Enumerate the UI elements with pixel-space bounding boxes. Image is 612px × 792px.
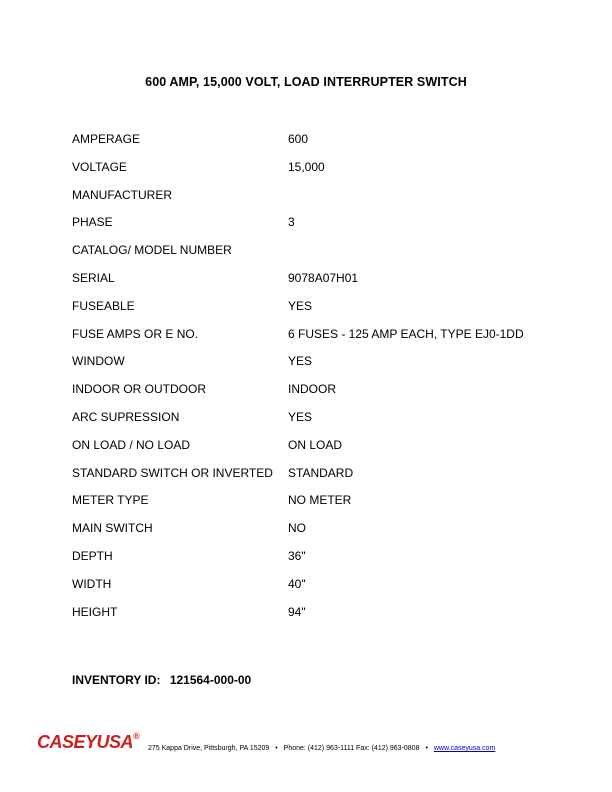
- spec-value: YES: [288, 354, 313, 369]
- separator-bullet: •: [275, 745, 278, 752]
- spec-label: METER TYPE: [72, 493, 149, 508]
- spec-value: YES: [288, 298, 313, 313]
- spec-row-catalog-model: [72, 242, 572, 270]
- spec-value: 15,000: [288, 159, 325, 174]
- spec-row-load: [72, 437, 572, 465]
- spec-label: WIDTH: [72, 576, 112, 591]
- spec-value: 6 FUSES - 125 AMP EACH, TYPE EJ0-1DD: [288, 326, 524, 341]
- spec-row-switch-type: [72, 465, 572, 493]
- inventory-id: [72, 673, 251, 687]
- spec-value: STANDARD: [288, 465, 354, 480]
- spec-value: INDOOR: [288, 382, 336, 397]
- spec-value: YES: [288, 409, 313, 424]
- spec-label: HEIGHT: [72, 604, 118, 619]
- spec-label: CATALOG/ MODEL NUMBER: [72, 243, 232, 258]
- spec-label: FUSEABLE: [72, 298, 135, 313]
- spec-label: AMPERAGE: [72, 132, 141, 146]
- spec-table: [72, 131, 572, 631]
- spec-value: 36": [288, 548, 306, 563]
- spec-label: SERIAL: [72, 270, 115, 285]
- spec-row-depth: [72, 548, 572, 576]
- spec-row-window: [72, 353, 572, 381]
- spec-value: ON LOAD: [288, 437, 343, 452]
- spec-label: MANUFACTURER: [72, 187, 173, 202]
- phone-fax-text: Phone: (412) 963-1111 Fax: (412) 963-0808: [283, 745, 420, 752]
- logo-text: CASEYUSA: [37, 732, 134, 752]
- spec-row-phase: [72, 214, 572, 242]
- registered-mark: ®: [133, 731, 140, 741]
- spec-label: MAIN SWITCH: [72, 521, 153, 536]
- spec-label: INDOOR OR OUTDOOR: [72, 382, 206, 397]
- inventory-value: 121564-000-00: [169, 673, 252, 687]
- spec-label: ARC SUPRESSION: [72, 409, 180, 424]
- spec-label: DEPTH: [72, 548, 113, 563]
- spec-label: STANDARD SWITCH OR INVERTED: [72, 465, 273, 480]
- spec-value: NO METER: [288, 493, 352, 508]
- address-text: 275 Kappa Drive, Pittsburgh, PA 15209: [148, 745, 270, 752]
- spec-value: 40": [288, 576, 306, 591]
- spec-value: 94": [288, 604, 306, 619]
- spec-row-width: [72, 576, 572, 604]
- spec-value: NO: [288, 521, 306, 536]
- spec-label: WINDOW: [72, 354, 125, 369]
- spec-row-fuseable: [72, 298, 572, 326]
- spec-row-amperage: [72, 131, 572, 159]
- spec-value: 9078A07H01: [288, 270, 359, 285]
- caseyusa-logo: [37, 732, 139, 753]
- spec-row-main-switch: [72, 520, 572, 548]
- spec-label: PHASE: [72, 215, 113, 230]
- inventory-label: INVENTORY ID:: [72, 673, 161, 687]
- spec-label: FUSE AMPS OR E NO.: [72, 326, 199, 341]
- spec-row-arc-supression: [72, 409, 572, 437]
- website-link[interactable]: www.caseyusa.com: [433, 745, 496, 752]
- company-address-line: [148, 745, 495, 752]
- spec-value: 3: [288, 215, 295, 230]
- footer: [37, 732, 577, 756]
- spec-row-meter-type: [72, 492, 572, 520]
- spec-row-serial: [72, 270, 572, 298]
- spec-row-fuse-amps: [72, 326, 572, 354]
- spec-row-manufacturer: [72, 187, 572, 215]
- spec-value: 600: [288, 132, 309, 146]
- spec-row-height: [72, 604, 572, 632]
- spec-label: ON LOAD / NO LOAD: [72, 437, 191, 452]
- page-title: 600 AMP, 15,000 VOLT, LOAD INTERRUPTER SWITCH: [145, 75, 467, 89]
- spec-row-indoor-outdoor: [72, 381, 572, 409]
- separator-bullet: •: [425, 745, 428, 752]
- spec-row-voltage: [72, 159, 572, 187]
- spec-label: VOLTAGE: [72, 159, 127, 174]
